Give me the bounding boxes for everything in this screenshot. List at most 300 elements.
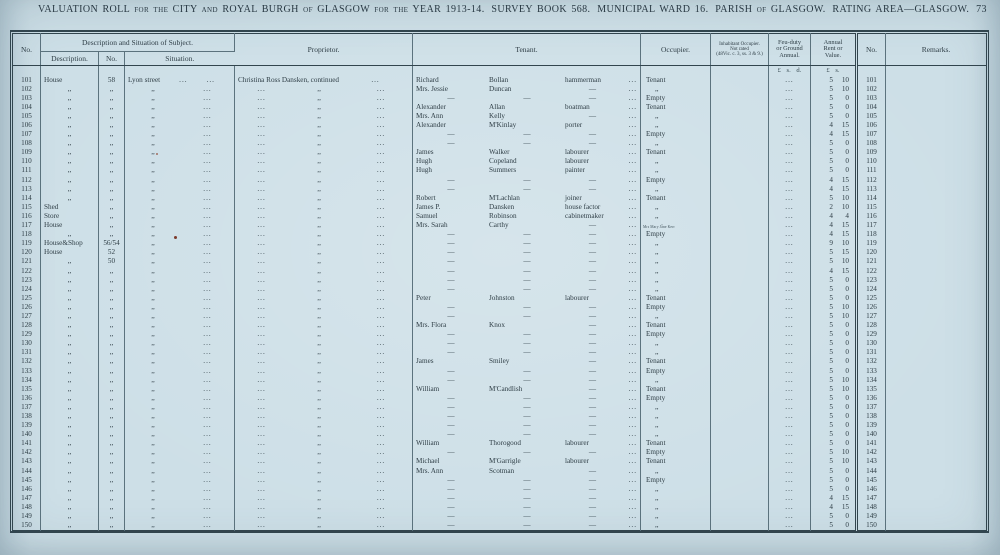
cell-no: 104 xyxy=(13,103,41,112)
cell-annual-rent: 5 10 xyxy=(811,448,857,457)
cell-situation: ,, ... xyxy=(125,403,235,412)
cell-no-right: 101 xyxy=(857,76,886,85)
cell-description: House xyxy=(41,76,99,85)
cell-situation: ,, ... xyxy=(125,112,235,121)
cell-remarks xyxy=(886,266,987,275)
cell-occupier: Tenant xyxy=(641,194,711,203)
survey-book-label: SURVEY BOOK 568. xyxy=(491,4,591,15)
cell-no-right: 137 xyxy=(857,403,886,412)
cell-tenant: — — — ... xyxy=(413,330,641,339)
cell-no: 111 xyxy=(13,166,41,175)
cell-remarks xyxy=(886,148,987,157)
cell-feu-duty: ... xyxy=(769,103,811,112)
cell-annual-rent: 5 0 xyxy=(811,139,857,148)
cell-feu-duty: ... xyxy=(769,448,811,457)
cell-street-number: ,, xyxy=(99,148,125,157)
cell-tenant: — — — ... xyxy=(413,421,641,430)
cell-description: ,, xyxy=(41,467,99,476)
cell-proprietor: ... ,, ... xyxy=(235,421,413,430)
cell-feu-duty: ... xyxy=(769,130,811,139)
cell-tenant: — — — ... xyxy=(413,367,641,376)
cell-inhabitant-occupier xyxy=(711,112,769,121)
cell-feu-duty: ... xyxy=(769,185,811,194)
cell-description: ,, xyxy=(41,330,99,339)
cell-street-number: ,, xyxy=(99,157,125,166)
cell-feu-duty: ... xyxy=(769,339,811,348)
cell-annual-rent: 5 10 xyxy=(811,376,857,385)
table-row xyxy=(13,276,987,285)
cell-situation: ,, ... xyxy=(125,412,235,421)
table-row xyxy=(13,394,987,403)
cell-tenant: — — — ... xyxy=(413,230,641,239)
cell-remarks xyxy=(886,85,987,94)
cell-situation: ,, ... xyxy=(125,521,235,531)
cell-no: 140 xyxy=(13,430,41,439)
cell-remarks xyxy=(886,157,987,166)
cell-feu-duty: ... xyxy=(769,494,811,503)
cell-annual-rent: 5 0 xyxy=(811,421,857,430)
cell-no: 146 xyxy=(13,485,41,494)
table-row xyxy=(13,230,987,239)
cell-no-right: 149 xyxy=(857,512,886,521)
table-row xyxy=(13,412,987,421)
cell-proprietor: ... ,, ... xyxy=(235,285,413,294)
cell-street-number: ,, xyxy=(99,394,125,403)
cell-description: Store xyxy=(41,212,99,221)
cell-feu-duty: ... xyxy=(769,248,811,257)
cell-feu-duty: ... xyxy=(769,112,811,121)
cell-street-number: ,, xyxy=(99,112,125,121)
cell-proprietor: ... ,, ... xyxy=(235,103,413,112)
cell-description: ,, xyxy=(41,321,99,330)
cell-description: ,, xyxy=(41,485,99,494)
cell-feu-duty: ... xyxy=(769,285,811,294)
cell-inhabitant-occupier xyxy=(711,103,769,112)
cell-inhabitant-occupier xyxy=(711,357,769,366)
cell-proprietor: ... ,, ... xyxy=(235,503,413,512)
cell-street-number: ,, xyxy=(99,403,125,412)
cell-no-right: 111 xyxy=(857,166,886,175)
cell-feu-duty: ... xyxy=(769,485,811,494)
cell-street-number: ,, xyxy=(99,130,125,139)
cell-inhabitant-occupier xyxy=(711,303,769,312)
table-row xyxy=(13,185,987,194)
cell-proprietor: ... ,, ... xyxy=(235,430,413,439)
cell-annual-rent: 4 4 xyxy=(811,212,857,221)
cell-feu-duty: ... xyxy=(769,439,811,448)
table-row xyxy=(13,121,987,130)
table-row xyxy=(13,467,987,476)
cell-remarks xyxy=(886,330,987,339)
cell-no-right: 123 xyxy=(857,276,886,285)
cell-remarks xyxy=(886,467,987,476)
col-header-no-right: No. xyxy=(857,34,886,66)
cell-occupier: ,, xyxy=(641,503,711,512)
cell-description: ,, xyxy=(41,121,99,130)
cell-proprietor: ... ,, ... xyxy=(235,94,413,103)
cell-tenant: Mrs. Flora Knox — ... xyxy=(413,321,641,330)
cell-description: ,, xyxy=(41,376,99,385)
cell-remarks xyxy=(886,348,987,357)
cell-tenant: James Smiley — ... xyxy=(413,357,641,366)
cell-no-right: 136 xyxy=(857,394,886,403)
cell-no: 141 xyxy=(13,439,41,448)
cell-remarks xyxy=(886,194,987,203)
cell-no: 131 xyxy=(13,348,41,357)
cell-situation: ,, ... xyxy=(125,485,235,494)
cell-feu-duty: ... xyxy=(769,148,811,157)
cell-street-number: ,, xyxy=(99,276,125,285)
cell-inhabitant-occupier xyxy=(711,148,769,157)
cell-occupier: ,, xyxy=(641,185,711,194)
cell-no-right: 126 xyxy=(857,303,886,312)
cell-no-right: 129 xyxy=(857,330,886,339)
cell-situation: ,, ... xyxy=(125,139,235,148)
cell-proprietor: Christina Ross Dansken, continued ... xyxy=(235,76,413,85)
cell-occupier: Tenant xyxy=(641,385,711,394)
col-header-no: No. xyxy=(13,34,41,66)
cell-no: 130 xyxy=(13,339,41,348)
cell-remarks xyxy=(886,303,987,312)
cell-no-right: 150 xyxy=(857,521,886,531)
cell-inhabitant-occupier xyxy=(711,294,769,303)
cell-occupier: Empty xyxy=(641,448,711,457)
cell-no: 118 xyxy=(13,230,41,239)
cell-tenant: Mrs. Sarah Carthy — ... xyxy=(413,221,641,230)
cell-description: ,, xyxy=(41,348,99,357)
cell-remarks xyxy=(886,76,987,85)
cell-feu-duty: ... xyxy=(769,312,811,321)
rating-area-label: RATING AREA—GLASGOW. xyxy=(832,4,970,15)
cell-proprietor: ... ,, ... xyxy=(235,476,413,485)
cell-tenant: Richard Bollan hammerman ... xyxy=(413,76,641,85)
cell-no-right: 118 xyxy=(857,230,886,239)
cell-situation: ,, ... xyxy=(125,203,235,212)
cell-feu-duty: ... xyxy=(769,194,811,203)
cell-occupier: Tenant xyxy=(641,76,711,85)
cell-inhabitant-occupier xyxy=(711,203,769,212)
cell-annual-rent: 4 15 xyxy=(811,121,857,130)
cell-street-number: ,, xyxy=(99,421,125,430)
cell-occupier: ,, xyxy=(641,512,711,521)
cell-remarks xyxy=(886,230,987,239)
cell-description: ,, xyxy=(41,367,99,376)
cell-situation: ,, ... xyxy=(125,276,235,285)
col-header-street-no: No. xyxy=(99,52,125,66)
cell-street-number: ,, xyxy=(99,330,125,339)
cell-description: ,, xyxy=(41,448,99,457)
cell-inhabitant-occupier xyxy=(711,221,769,230)
cell-no: 127 xyxy=(13,312,41,321)
cell-remarks xyxy=(886,203,987,212)
cell-inhabitant-occupier xyxy=(711,76,769,85)
cell-feu-duty: ... xyxy=(769,385,811,394)
cell-description: ,, xyxy=(41,94,99,103)
cell-description: ,, xyxy=(41,339,99,348)
cell-street-number: ,, xyxy=(99,503,125,512)
cell-proprietor: ... ,, ... xyxy=(235,394,413,403)
cell-description: ,, xyxy=(41,439,99,448)
cell-occupier: ,, xyxy=(641,285,711,294)
cell-annual-rent: 4 15 xyxy=(811,185,857,194)
cell-no: 117 xyxy=(13,221,41,230)
cell-proprietor: ... ,, ... xyxy=(235,348,413,357)
cell-no: 123 xyxy=(13,276,41,285)
cell-street-number: ,, xyxy=(99,348,125,357)
cell-no: 101 xyxy=(13,76,41,85)
cell-remarks xyxy=(886,494,987,503)
cell-street-number: 56/54 xyxy=(99,239,125,248)
table-row xyxy=(13,85,987,94)
cell-street-number: ,, xyxy=(99,194,125,203)
cell-annual-rent: 4 15 xyxy=(811,230,857,239)
cell-inhabitant-occupier xyxy=(711,139,769,148)
cell-description: ,, xyxy=(41,85,99,94)
cell-tenant: — — — ... xyxy=(413,312,641,321)
cell-proprietor: ... ,, ... xyxy=(235,121,413,130)
units-row xyxy=(13,66,987,76)
cell-feu-duty: ... xyxy=(769,303,811,312)
table-row xyxy=(13,221,987,230)
cell-occupier: Tenant xyxy=(641,439,711,448)
table-row xyxy=(13,485,987,494)
cell-street-number: ,, xyxy=(99,266,125,275)
table-row xyxy=(13,294,987,303)
cell-occupier: Empty xyxy=(641,130,711,139)
cell-occupier: Empty xyxy=(641,367,711,376)
cell-proprietor: ... ,, ... xyxy=(235,403,413,412)
cell-street-number: ,, xyxy=(99,139,125,148)
cell-description: ,, xyxy=(41,166,99,175)
cell-situation: ,, ... xyxy=(125,503,235,512)
cell-proprietor: ... ,, ... xyxy=(235,376,413,385)
cell-occupier: Empty xyxy=(641,303,711,312)
cell-no-right: 134 xyxy=(857,376,886,385)
cell-inhabitant-occupier xyxy=(711,157,769,166)
cell-inhabitant-occupier xyxy=(711,130,769,139)
cell-inhabitant-occupier xyxy=(711,266,769,275)
cell-annual-rent: 5 0 xyxy=(811,148,857,157)
cell-situation: ,, ... xyxy=(125,157,235,166)
cell-annual-rent: 4 15 xyxy=(811,130,857,139)
municipal-ward-label: MUNICIPAL WARD 16. xyxy=(597,4,709,15)
cell-annual-rent: 5 0 xyxy=(811,394,857,403)
col-header-inhabitant-occupier: Inhabitant Occupier. Not rated (48Vic. c. 3, ss. 3 & 9.) xyxy=(711,34,769,66)
cell-inhabitant-occupier xyxy=(711,512,769,521)
table-row xyxy=(13,430,987,439)
cell-no: 102 xyxy=(13,85,41,94)
cell-remarks xyxy=(886,385,987,394)
cell-annual-rent: 5 0 xyxy=(811,367,857,376)
cell-description: House xyxy=(41,221,99,230)
cell-occupier: Tenant xyxy=(641,103,711,112)
cell-description: ,, xyxy=(41,394,99,403)
cell-tenant: — — — ... xyxy=(413,503,641,512)
col-header-description-group: Description and Situation of Subject. xyxy=(41,34,235,52)
cell-feu-duty: ... xyxy=(769,176,811,185)
cell-tenant: Alexander M'Kinlay porter ... xyxy=(413,121,641,130)
cell-proprietor: ... ,, ... xyxy=(235,239,413,248)
cell-feu-duty: ... xyxy=(769,257,811,266)
cell-no: 113 xyxy=(13,185,41,194)
cell-no: 142 xyxy=(13,448,41,457)
cell-street-number: ,, xyxy=(99,476,125,485)
cell-feu-duty: ... xyxy=(769,421,811,430)
cell-street-number: ,, xyxy=(99,412,125,421)
cell-description: ,, xyxy=(41,139,99,148)
cell-description: ,, xyxy=(41,257,99,266)
cell-no-right: 139 xyxy=(857,421,886,430)
cell-tenant: — — — ... xyxy=(413,185,641,194)
cell-annual-rent: 5 0 xyxy=(811,157,857,166)
cell-description: ,, xyxy=(41,430,99,439)
cell-feu-duty: ... xyxy=(769,367,811,376)
table-row xyxy=(13,312,987,321)
table-row xyxy=(13,166,987,175)
cell-tenant: — — — ... xyxy=(413,176,641,185)
table-row xyxy=(13,339,987,348)
cell-no: 144 xyxy=(13,467,41,476)
cell-no: 107 xyxy=(13,130,41,139)
cell-no: 145 xyxy=(13,476,41,485)
cell-tenant: — — — ... xyxy=(413,394,641,403)
cell-no: 139 xyxy=(13,421,41,430)
table-row xyxy=(13,367,987,376)
cell-no-right: 133 xyxy=(857,367,886,376)
cell-no-right: 121 xyxy=(857,257,886,266)
table-row xyxy=(13,139,987,148)
cell-inhabitant-occupier xyxy=(711,376,769,385)
cell-no: 138 xyxy=(13,412,41,421)
col-header-remarks: Remarks. xyxy=(886,34,987,66)
cell-proprietor: ... ,, ... xyxy=(235,185,413,194)
cell-no-right: 144 xyxy=(857,467,886,476)
cell-no-right: 130 xyxy=(857,339,886,348)
cell-remarks xyxy=(886,112,987,121)
cell-proprietor: ... ,, ... xyxy=(235,512,413,521)
cell-street-number: ,, xyxy=(99,439,125,448)
cell-no: 128 xyxy=(13,321,41,330)
cell-no: 124 xyxy=(13,285,41,294)
cell-description: ,, xyxy=(41,194,99,203)
table-row xyxy=(13,512,987,521)
cell-no-right: 142 xyxy=(857,448,886,457)
cell-annual-rent: 5 0 xyxy=(811,348,857,357)
cell-remarks xyxy=(886,103,987,112)
cell-inhabitant-occupier xyxy=(711,485,769,494)
cell-situation: ,, ... xyxy=(125,266,235,275)
cell-street-number: 50 xyxy=(99,257,125,266)
cell-description: ,, xyxy=(41,103,99,112)
cell-no: 115 xyxy=(13,203,41,212)
cell-no-right: 141 xyxy=(857,439,886,448)
cell-description: ,, xyxy=(41,266,99,275)
cell-occupier: ,, xyxy=(641,412,711,421)
cell-situation: ,, ... xyxy=(125,321,235,330)
cell-annual-rent: 5 0 xyxy=(811,412,857,421)
cell-tenant: — — — ... xyxy=(413,239,641,248)
cell-feu-duty: ... xyxy=(769,121,811,130)
cell-proprietor: ... ,, ... xyxy=(235,412,413,421)
cell-occupier: ,, xyxy=(641,348,711,357)
cell-feu-duty: ... xyxy=(769,430,811,439)
cell-description: ,, xyxy=(41,385,99,394)
cell-annual-rent: 4 15 xyxy=(811,494,857,503)
cell-proprietor: ... ,, ... xyxy=(235,367,413,376)
cell-description: ,, xyxy=(41,476,99,485)
cell-no: 105 xyxy=(13,112,41,121)
cell-no-right: 143 xyxy=(857,457,886,466)
cell-proprietor: ... ,, ... xyxy=(235,339,413,348)
cell-occupier: ,, xyxy=(641,376,711,385)
cell-description: ,, xyxy=(41,412,99,421)
cell-street-number: ,, xyxy=(99,121,125,130)
cell-street-number: ,, xyxy=(99,367,125,376)
cell-no: 136 xyxy=(13,394,41,403)
cell-remarks xyxy=(886,321,987,330)
cell-inhabitant-occupier xyxy=(711,476,769,485)
cell-description: ,, xyxy=(41,148,99,157)
table-row xyxy=(13,94,987,103)
cell-occupier: Tenant xyxy=(641,457,711,466)
cell-street-number: ,, xyxy=(99,85,125,94)
cell-remarks xyxy=(886,476,987,485)
cell-proprietor: ... ,, ... xyxy=(235,148,413,157)
cell-annual-rent: 9 10 xyxy=(811,239,857,248)
cell-description: House xyxy=(41,248,99,257)
cell-remarks xyxy=(886,485,987,494)
cell-inhabitant-occupier xyxy=(711,339,769,348)
cell-no-right: 125 xyxy=(857,294,886,303)
cell-occupier: Empty xyxy=(641,176,711,185)
table-row xyxy=(13,521,987,531)
cell-occupier: ,, xyxy=(641,166,711,175)
table-row xyxy=(13,203,987,212)
cell-feu-duty: ... xyxy=(769,76,811,85)
cell-remarks xyxy=(886,239,987,248)
feu-units: £ s. d. xyxy=(769,66,811,76)
cell-inhabitant-occupier xyxy=(711,503,769,512)
cell-annual-rent: 4 15 xyxy=(811,503,857,512)
cell-tenant: Hugh Copeland labourer ... xyxy=(413,157,641,166)
cell-situation: ,, ... xyxy=(125,221,235,230)
cell-no: 119 xyxy=(13,239,41,248)
cell-description: ,, xyxy=(41,457,99,466)
cell-occupier: Tenant xyxy=(641,148,711,157)
cell-feu-duty: ... xyxy=(769,412,811,421)
cell-tenant: — — — ... xyxy=(413,494,641,503)
cell-no-right: 140 xyxy=(857,430,886,439)
cell-description: ,, xyxy=(41,494,99,503)
cell-feu-duty: ... xyxy=(769,294,811,303)
cell-proprietor: ... ,, ... xyxy=(235,312,413,321)
cell-inhabitant-occupier xyxy=(711,403,769,412)
cell-street-number: ,, xyxy=(99,376,125,385)
col-header-annual-rent: Annual Rent or Value. xyxy=(811,34,857,66)
cell-inhabitant-occupier xyxy=(711,194,769,203)
cell-remarks xyxy=(886,221,987,230)
cell-inhabitant-occupier xyxy=(711,494,769,503)
table-row xyxy=(13,439,987,448)
cell-proprietor: ... ,, ... xyxy=(235,248,413,257)
col-header-situation: Situation. xyxy=(125,52,235,66)
cell-description: ,, xyxy=(41,421,99,430)
cell-proprietor: ... ,, ... xyxy=(235,266,413,275)
cell-proprietor: ... ,, ... xyxy=(235,166,413,175)
cell-description: ,, xyxy=(41,512,99,521)
cell-situation: ,, ... xyxy=(125,166,235,175)
cell-occupier: ,, xyxy=(641,257,711,266)
